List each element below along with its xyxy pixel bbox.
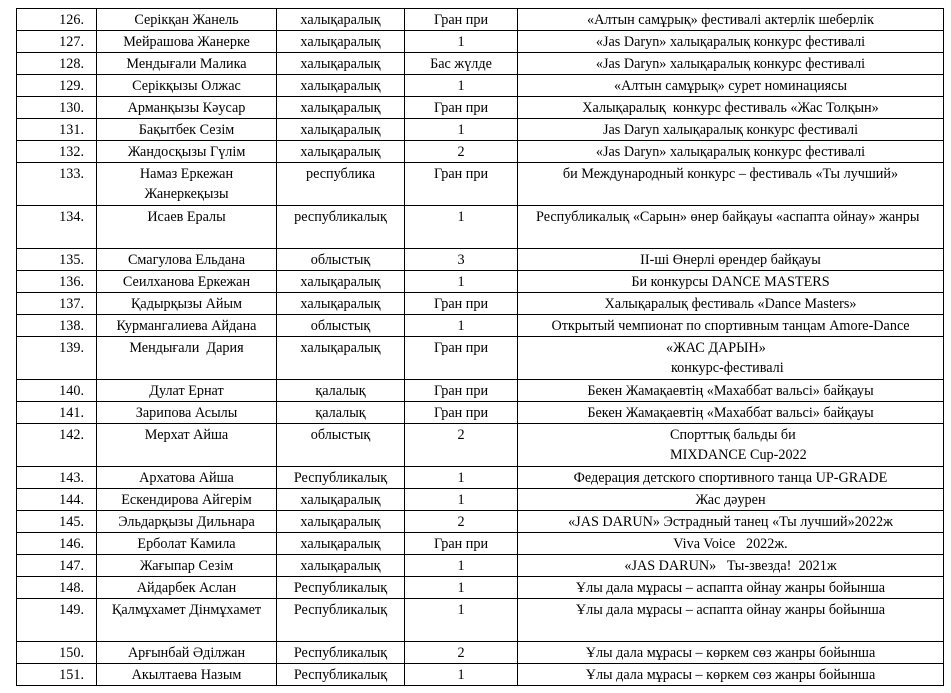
- row-number: 148.: [17, 577, 97, 599]
- competition-level: халықаралық: [277, 489, 405, 511]
- table-row: [17, 402, 944, 424]
- event-name: Халықаралық конкурс фестиваль «Жас Толқын»: [518, 97, 944, 119]
- event-name-line: MIXDANCE Cup-2022: [670, 447, 807, 463]
- student-name: Зарипова Асылы: [97, 402, 277, 424]
- table-row: [17, 337, 944, 380]
- table-row: [17, 642, 944, 664]
- event-name: [518, 424, 944, 467]
- student-name: Дулат Ернат: [97, 380, 277, 402]
- award-place: Гран при: [405, 337, 518, 380]
- row-number: 129.: [17, 75, 97, 97]
- student-name: Арғынбай Әділжан: [97, 642, 277, 664]
- table-row: [17, 271, 944, 293]
- competition-level: халықаралық: [277, 511, 405, 533]
- award-place: 1: [405, 664, 518, 686]
- event-name-line: конкурс-фестивалі: [671, 360, 784, 376]
- student-name: Архатова Айша: [97, 467, 277, 489]
- student-name: Айдарбек Аслан: [97, 577, 277, 599]
- table-row: [17, 664, 944, 686]
- row-number: 136.: [17, 271, 97, 293]
- award-place: 2: [405, 141, 518, 163]
- award-place: Гран при: [405, 97, 518, 119]
- student-name: Мерхат Айша: [97, 424, 277, 467]
- table-row: [17, 599, 944, 642]
- award-place: 1: [405, 206, 518, 249]
- competition-level: Республикалық: [277, 467, 405, 489]
- row-number: 149.: [17, 599, 97, 642]
- table-row: [17, 163, 944, 206]
- student-name: Серікқызы Олжас: [97, 75, 277, 97]
- student-name: Намаз Еркежан Жанеркеқызы: [97, 163, 277, 206]
- competition-level: халықаралық: [277, 97, 405, 119]
- award-place: Гран при: [405, 163, 518, 206]
- event-name: Открытый чемпионат по спортивным танцам Amore-Dance: [518, 315, 944, 337]
- award-place: 1: [405, 577, 518, 599]
- award-place: 1: [405, 75, 518, 97]
- student-name: Мендығали Дария: [97, 337, 277, 380]
- table-row: [17, 249, 944, 271]
- competition-level: Республикалық: [277, 642, 405, 664]
- awards-table: [16, 8, 944, 686]
- row-number: 126.: [17, 9, 97, 31]
- row-number: 131.: [17, 119, 97, 141]
- row-number: 137.: [17, 293, 97, 315]
- event-name: Федерация детского спортивного танца UP-GRADE: [518, 467, 944, 489]
- competition-level: облыстық: [277, 249, 405, 271]
- award-place: 3: [405, 249, 518, 271]
- event-name: би Международный конкурс – фестиваль «Ты лучший»: [518, 163, 944, 206]
- competition-level: халықаралық: [277, 31, 405, 53]
- event-name: Ұлы дала мұрасы – көркем сөз жанры бойынша: [518, 664, 944, 686]
- event-name: Ұлы дала мұрасы – аспапта ойнау жанры бойынша: [518, 599, 944, 642]
- table-row: [17, 380, 944, 402]
- row-number: 143.: [17, 467, 97, 489]
- row-number: 146.: [17, 533, 97, 555]
- row-number: 144.: [17, 489, 97, 511]
- row-number: 134.: [17, 206, 97, 249]
- row-number: 151.: [17, 664, 97, 686]
- award-place: 2: [405, 511, 518, 533]
- row-number: 145.: [17, 511, 97, 533]
- award-place: 1: [405, 315, 518, 337]
- award-place: Гран при: [405, 293, 518, 315]
- competition-level: Республикалық: [277, 664, 405, 686]
- row-number: 138.: [17, 315, 97, 337]
- table-row: [17, 555, 944, 577]
- event-name: Ұлы дала мұрасы – аспапта ойнау жанры бойынша: [518, 577, 944, 599]
- row-number: 132.: [17, 141, 97, 163]
- student-name: Қадырқызы Айым: [97, 293, 277, 315]
- competition-level: қалалық: [277, 380, 405, 402]
- competition-level: облыстық: [277, 424, 405, 467]
- student-name: Бақытбек Сезім: [97, 119, 277, 141]
- event-name: «Jas Daryn» халықаралық конкурс фестивалі: [518, 31, 944, 53]
- event-name: Бекен Жамақаевтің «Махаббат вальсі» байқауы: [518, 380, 944, 402]
- award-place: 1: [405, 489, 518, 511]
- student-name: Арманқызы Кәусар: [97, 97, 277, 119]
- competition-level: халықаралық: [277, 533, 405, 555]
- row-number: 128.: [17, 53, 97, 75]
- competition-level: халықаралық: [277, 141, 405, 163]
- event-name: Бекен Жамақаевтің «Махаббат вальсі» байқауы: [518, 402, 944, 424]
- row-number: 150.: [17, 642, 97, 664]
- table-row: [17, 97, 944, 119]
- event-name: «Jas Daryn» халықаралық конкурс фестивалі: [518, 141, 944, 163]
- award-place: 1: [405, 271, 518, 293]
- event-name: Би конкурсы DANCE MASTERS: [518, 271, 944, 293]
- student-name: Мендығали Малика: [97, 53, 277, 75]
- table-row: [17, 511, 944, 533]
- student-name: Жандосқызы Гүлім: [97, 141, 277, 163]
- row-number: 147.: [17, 555, 97, 577]
- row-number: 142.: [17, 424, 97, 467]
- table-row: [17, 206, 944, 249]
- competition-level: халықаралық: [277, 271, 405, 293]
- table-row: [17, 75, 944, 97]
- competition-level: халықаралық: [277, 119, 405, 141]
- competition-level: республикалық: [277, 206, 405, 249]
- competition-level: халықаралық: [277, 53, 405, 75]
- competition-level: Республикалық: [277, 577, 405, 599]
- event-name: «JAS DARUN» Ты-звезда! 2021ж: [518, 555, 944, 577]
- table-row: [17, 424, 944, 467]
- event-name: Жас дәурен: [518, 489, 944, 511]
- award-place: Гран при: [405, 380, 518, 402]
- competition-level: Республикалық: [277, 599, 405, 642]
- event-name: Ұлы дала мұрасы – көркем сөз жанры бойынша: [518, 642, 944, 664]
- event-name: «Алтын самұрық» сурет номинациясы: [518, 75, 944, 97]
- row-number: 139.: [17, 337, 97, 380]
- event-name-line: «ЖАС ДАРЫН»: [666, 340, 766, 356]
- table-row: [17, 293, 944, 315]
- competition-level: республика: [277, 163, 405, 206]
- student-name: Акылтаева Назым: [97, 664, 277, 686]
- competition-level: халықаралық: [277, 75, 405, 97]
- student-name: Серікқан Жанель: [97, 9, 277, 31]
- row-number: 135.: [17, 249, 97, 271]
- award-place: 1: [405, 119, 518, 141]
- row-number: 140.: [17, 380, 97, 402]
- event-name: [518, 337, 944, 380]
- table-row: [17, 119, 944, 141]
- competition-level: халықаралық: [277, 555, 405, 577]
- competition-level: халықаралық: [277, 9, 405, 31]
- table-row: [17, 577, 944, 599]
- row-number: 141.: [17, 402, 97, 424]
- table-row: [17, 533, 944, 555]
- award-place: 1: [405, 599, 518, 642]
- event-name: ІІ-ші Өнерлі өрендер байқауы: [518, 249, 944, 271]
- student-name: Жағыпар Сезім: [97, 555, 277, 577]
- event-name: Халықаралық фестиваль «Dance Masters»: [518, 293, 944, 315]
- student-name: Ерболат Камила: [97, 533, 277, 555]
- award-place: 1: [405, 31, 518, 53]
- table-row: [17, 9, 944, 31]
- row-number: 130.: [17, 97, 97, 119]
- competition-level: қалалық: [277, 402, 405, 424]
- event-name: Viva Voice 2022ж.: [518, 533, 944, 555]
- award-place: Бас жүлде: [405, 53, 518, 75]
- student-name: Мейрашова Жанерке: [97, 31, 277, 53]
- award-place: Гран при: [405, 533, 518, 555]
- competition-level: халықаралық: [277, 293, 405, 315]
- event-name: Республикалық «Сарын» өнер байқауы «аспапта ойнау» жанры: [518, 206, 944, 249]
- award-place: 1: [405, 555, 518, 577]
- student-name: Қалмұхамет Дінмұхамет: [97, 599, 277, 642]
- award-place: 2: [405, 424, 518, 467]
- table-row: [17, 467, 944, 489]
- student-name: Смагулова Ельдана: [97, 249, 277, 271]
- table-row: [17, 141, 944, 163]
- student-name: Исаев Ералы: [97, 206, 277, 249]
- competition-level: облыстық: [277, 315, 405, 337]
- student-name: Сеилханова Еркежан: [97, 271, 277, 293]
- student-name: Курмангалиева Айдана: [97, 315, 277, 337]
- event-name: «JAS DARUN» Эстрадный танец «Ты лучший»2022ж: [518, 511, 944, 533]
- event-name: «Алтын самұрық» фестивалі актерлік шеберлік: [518, 9, 944, 31]
- table-row: [17, 489, 944, 511]
- award-place: 1: [405, 467, 518, 489]
- table-row: [17, 315, 944, 337]
- student-name: Эльдарқызы Дильнара: [97, 511, 277, 533]
- event-name: Jas Daryn халықаралық конкурс фестивалі: [518, 119, 944, 141]
- row-number: 133.: [17, 163, 97, 206]
- table-row: [17, 53, 944, 75]
- award-place: Гран при: [405, 9, 518, 31]
- award-place: 2: [405, 642, 518, 664]
- student-name: Ескендирова Айгерім: [97, 489, 277, 511]
- event-name-line: Спорттық бальды би: [670, 427, 796, 443]
- table-row: [17, 31, 944, 53]
- row-number: 127.: [17, 31, 97, 53]
- award-place: Гран при: [405, 402, 518, 424]
- event-name: «Jas Daryn» халықаралық конкурс фестивалі: [518, 53, 944, 75]
- competition-level: халықаралық: [277, 337, 405, 380]
